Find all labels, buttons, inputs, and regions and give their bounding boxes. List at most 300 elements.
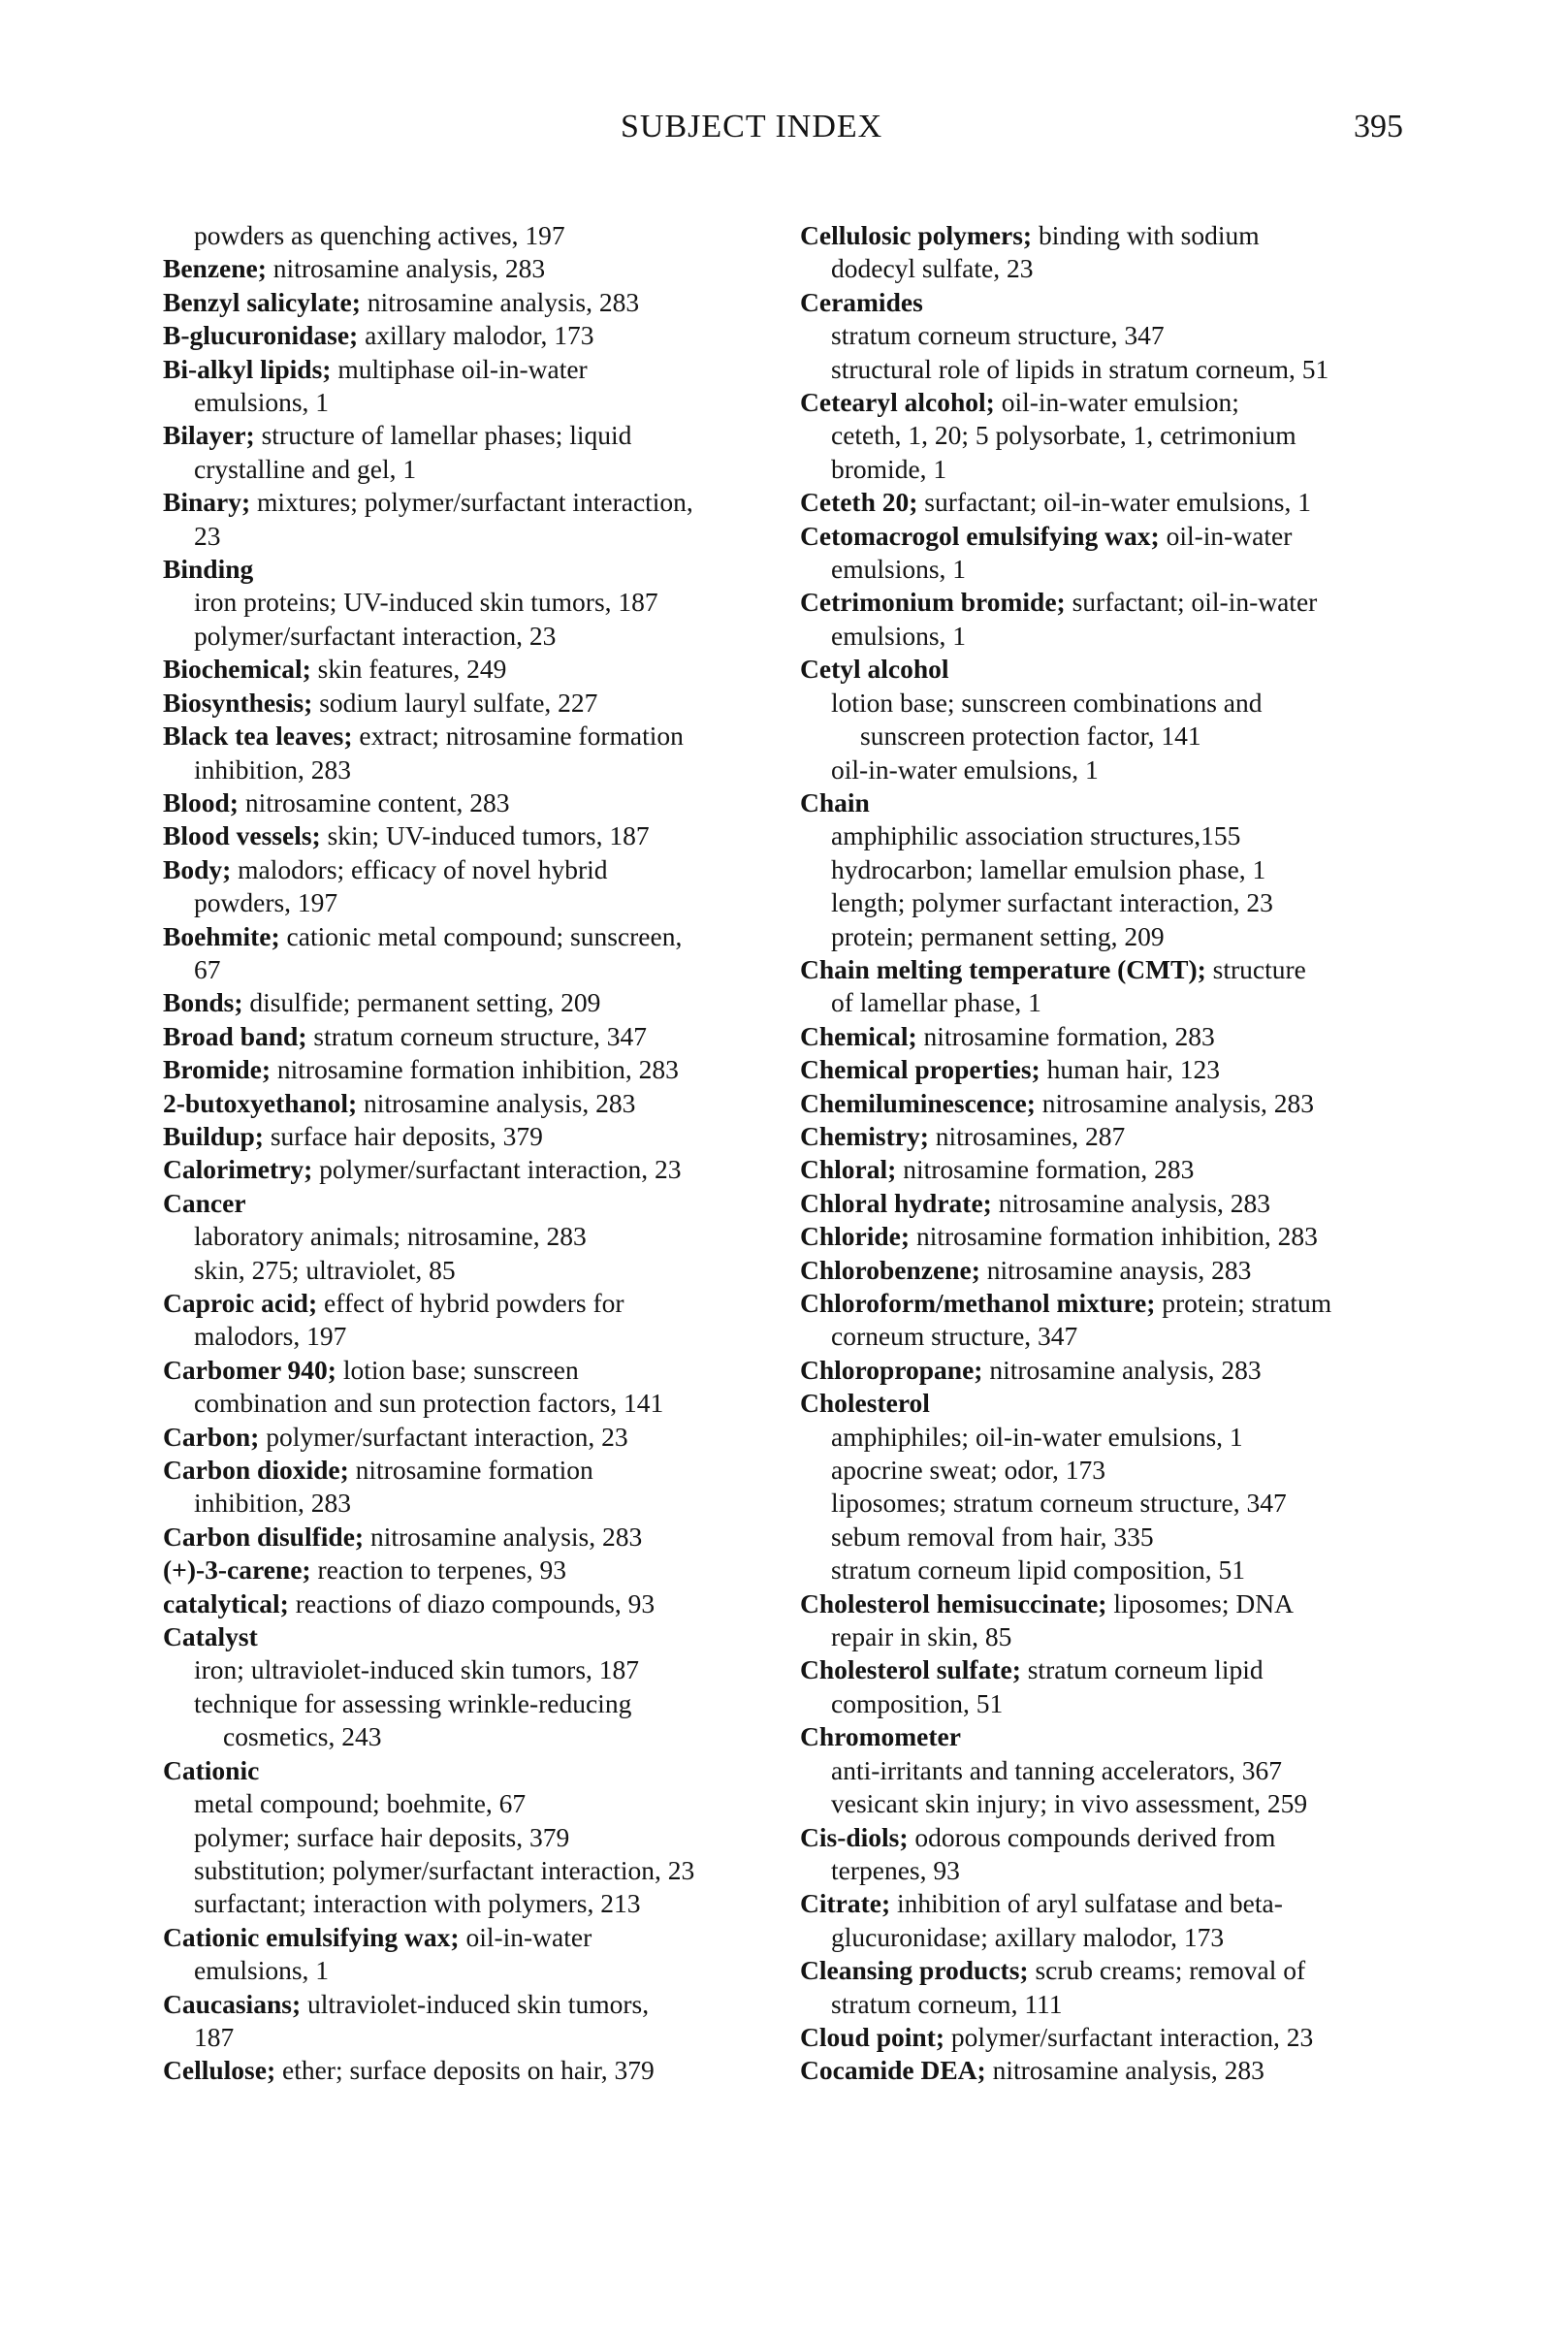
index-text: nitrosamine formation inhibition, 283: [910, 1221, 1318, 1252]
index-entry: [800, 2021, 1440, 2054]
index-entry: [163, 1521, 784, 1554]
index-entry-line: [163, 819, 784, 852]
index-entry: [800, 586, 1440, 653]
index-subentry-line: [800, 252, 1440, 285]
index-text: emulsions, 1: [831, 620, 967, 651]
index-text: oil-in-water: [459, 1921, 592, 1952]
index-text: inhibition, 283: [194, 753, 351, 785]
index-subentry-line: [163, 1854, 784, 1887]
index-subentry-line: [163, 753, 784, 786]
index-subentry-line: [163, 1687, 784, 1720]
index-entry: [163, 319, 784, 352]
index-text: nitrosamine analysis, 283: [982, 1354, 1262, 1385]
index-text: multiphase oil-in-water: [331, 353, 588, 384]
index-entry-line: [163, 419, 784, 452]
index-text: binding with sodium: [1032, 220, 1260, 250]
index-entry: [163, 1020, 784, 1053]
index-subentry-line: [800, 1421, 1440, 1454]
index-entry-line: [163, 1754, 784, 1787]
index-term: Chemical;: [800, 1020, 917, 1051]
index-entry-line: [800, 2054, 1440, 2087]
index-entry: [800, 1120, 1440, 1153]
index-text: malodors, 197: [194, 1321, 347, 1352]
index-subentry-line: [800, 1620, 1440, 1653]
index-term: Calorimetry;: [163, 1154, 313, 1185]
index-text: cationic metal compound; sunscreen,: [279, 920, 683, 951]
index-text: polymer/surfactant interaction, 23: [944, 2021, 1314, 2052]
index-entry-line: [800, 520, 1440, 553]
index-text: nitrosamine analysis, 283: [985, 2055, 1264, 2086]
index-entry: [163, 1120, 784, 1153]
index-subentry-line: [800, 419, 1440, 452]
index-entry: [800, 1354, 1440, 1387]
index-entry: [163, 653, 784, 686]
index-entry: [800, 520, 1440, 587]
index-entry: [163, 1587, 784, 1620]
index-term: Caproic acid;: [163, 1288, 318, 1318]
index-entry: [800, 286, 1440, 386]
index-text: protein; permanent setting, 209: [831, 920, 1165, 951]
index-text: surfactant; interaction with polymers, 213: [194, 1888, 641, 1919]
index-entry-line: [163, 486, 784, 519]
index-entry-line: [163, 1287, 784, 1320]
index-text: inhibition of aryl sulfatase and beta-: [890, 1888, 1283, 1919]
index-subentry-line: [163, 586, 784, 619]
index-entry-line: [800, 1387, 1440, 1420]
index-text: polymer/surfactant interaction, 23: [312, 1154, 682, 1185]
index-text: powders as quenching actives, 197: [194, 220, 565, 250]
index-subentry-line: [800, 886, 1440, 919]
index-subentry-line: [800, 319, 1440, 352]
index-entry: [163, 1053, 784, 1086]
index-entry-line: [800, 1821, 1440, 1854]
index-text: amphiphilic association structures,155: [831, 820, 1241, 851]
index-text: metal compound; boehmite, 67: [194, 1788, 527, 1819]
index-term: Carbon disulfide;: [163, 1521, 365, 1552]
index-text: anti-irritants and tanning accelerators, 367: [831, 1754, 1283, 1785]
index-entry-line: [800, 1053, 1440, 1086]
index-term: 2-butoxyethanol;: [163, 1087, 358, 1118]
index-text: nitrosamine analysis, 283: [360, 286, 640, 317]
index-text: nitrosamine formation inhibition, 283: [271, 1054, 679, 1085]
index-term: Bonds;: [163, 987, 243, 1018]
index-text: vesicant skin injury; in vivo assessment, 259: [831, 1788, 1308, 1819]
index-subentry-line: [163, 1387, 784, 1420]
index-text: nitrosamine anaysis, 283: [979, 1254, 1252, 1285]
index-entry: [800, 1720, 1440, 1820]
index-term: Chain: [800, 786, 870, 817]
index-entry: [163, 1754, 784, 1921]
index-text: mixtures; polymer/surfactant interaction,: [250, 487, 693, 518]
index-entry: [163, 219, 784, 252]
index-text: composition, 51: [831, 1687, 1004, 1718]
index-term: Cetearyl alcohol;: [800, 387, 995, 418]
index-entry: [800, 219, 1440, 286]
index-entry-line: [800, 1887, 1440, 1920]
index-entry-line: [163, 653, 784, 686]
index-term: Citrate;: [800, 1888, 891, 1919]
running-head: [0, 109, 1568, 147]
index-term: Chloroform/methanol mixture;: [800, 1288, 1156, 1318]
index-subentry-line: [800, 920, 1440, 953]
index-text: axillary malodor, 173: [358, 320, 594, 351]
index-entry: [800, 1954, 1440, 2021]
index-entry-line: [800, 1354, 1440, 1387]
index-term: Carbon;: [163, 1421, 260, 1452]
index-term: Chemistry;: [800, 1120, 929, 1151]
index-term: Cetyl alcohol: [800, 654, 949, 685]
index-subentry-line: [800, 687, 1440, 720]
index-text: of lamellar phase, 1: [831, 987, 1041, 1018]
index-entry-line: [163, 252, 784, 285]
index-text: nitrosamine analysis, 283: [364, 1521, 643, 1552]
index-entry-line: [163, 1187, 784, 1220]
index-text: surfactant; oil-in-water emulsions, 1: [917, 487, 1311, 518]
index-text: surface hair deposits, 379: [263, 1120, 543, 1151]
index-entry: [800, 653, 1440, 786]
index-text: cosmetics, 243: [223, 1721, 382, 1752]
index-entry: [163, 252, 784, 285]
index-text: sunscreen protection factor, 141: [860, 721, 1201, 752]
index-text: 67: [194, 953, 221, 984]
index-text: oil-in-water emulsion;: [994, 387, 1239, 418]
index-term: Chloral hydrate;: [800, 1187, 992, 1218]
index-entry-line: [163, 1020, 784, 1053]
index-entry: [163, 1153, 784, 1186]
index-term: Chloropropane;: [800, 1354, 983, 1385]
index-text: apocrine sweat; odor, 173: [831, 1455, 1105, 1486]
index-text: extract; nitrosamine formation: [352, 721, 684, 752]
index-text: effect of hybrid powders for: [317, 1288, 624, 1318]
index-text: skin; UV-induced tumors, 187: [320, 820, 650, 851]
index-text: polymer/surfactant interaction, 23: [194, 620, 557, 651]
index-text: oil-in-water emulsions, 1: [831, 753, 1099, 785]
index-text: nitrosamine formation, 283: [916, 1020, 1215, 1051]
index-term: (+)-3-carene;: [163, 1554, 311, 1586]
page-title: SUBJECT INDEX: [621, 109, 883, 144]
index-subentry-line: [163, 1720, 784, 1753]
index-term: Benzene;: [163, 253, 267, 284]
index-entry: [800, 386, 1440, 486]
index-entry: [163, 853, 784, 920]
index-text: iron; ultraviolet-induced skin tumors, 187: [194, 1654, 640, 1685]
index-term: Catalyst: [163, 1621, 258, 1652]
index-text: emulsions, 1: [194, 1955, 330, 1986]
index-term: Caucasians;: [163, 1988, 302, 2019]
index-subentry-line: [163, 1487, 784, 1520]
index-text: malodors; efficacy of novel hybrid: [231, 853, 608, 884]
index-term: Boehmite;: [163, 920, 280, 951]
index-entry: [163, 286, 784, 319]
index-entry-line: [163, 1554, 784, 1586]
index-entry-line: [800, 1153, 1440, 1186]
index-entry-line: [163, 1521, 784, 1554]
index-text: nitrosamine analysis, 283: [266, 253, 546, 284]
index-text: reaction to terpenes, 93: [310, 1554, 567, 1586]
index-text: technique for assessing wrinkle-reducing: [194, 1687, 632, 1718]
index-entry-line: [163, 319, 784, 352]
index-term: Cetrimonium bromide;: [800, 587, 1066, 618]
index-entry-line: [163, 553, 784, 586]
index-term: Bi-alkyl lipids;: [163, 353, 332, 384]
index-entry: [800, 1653, 1440, 1720]
index-subentry-line: [800, 353, 1440, 386]
index-text: terpenes, 93: [831, 1854, 960, 1885]
index-subentry-line: [800, 1320, 1440, 1353]
index-text: powders, 197: [194, 887, 338, 918]
index-term: B-glucuronidase;: [163, 320, 359, 351]
index-term: Cholesterol: [800, 1388, 930, 1419]
index-term: Cloud point;: [800, 2021, 945, 2052]
index-subentry-line: [800, 753, 1440, 786]
index-subentry-line: [163, 953, 784, 986]
index-subentry-line: [163, 1954, 784, 1987]
index-subentry-line: [163, 219, 784, 252]
index-entry-line: [800, 786, 1440, 819]
index-term: Cellulose;: [163, 2055, 276, 2086]
index-entry: [800, 486, 1440, 519]
index-entry-line: [800, 1254, 1440, 1287]
index-entry-line: [163, 920, 784, 953]
index-entry-line: [800, 1720, 1440, 1753]
index-entry: [163, 1354, 784, 1421]
index-entry-line: [800, 1087, 1440, 1120]
index-term: Cholesterol sulfate;: [800, 1654, 1021, 1685]
index-text: skin features, 249: [310, 654, 507, 685]
index-term: Blood;: [163, 786, 239, 817]
index-entry-line: [163, 1053, 784, 1086]
index-entry: [800, 1020, 1440, 1053]
index-term: Carbomer 940;: [163, 1354, 336, 1385]
index-entry: [163, 2054, 784, 2087]
index-term: catalytical;: [163, 1587, 289, 1618]
index-entry-line: [800, 386, 1440, 419]
index-text: crystalline and gel, 1: [194, 453, 417, 484]
index-text: sodium lauryl sulfate, 227: [312, 687, 598, 718]
index-subentry-line: [800, 720, 1440, 753]
index-term: Chlorobenzene;: [800, 1254, 980, 1285]
index-subentry-line: [800, 1754, 1440, 1787]
index-entry-line: [163, 1153, 784, 1186]
index-entry: [800, 1587, 1440, 1654]
index-subentry-line: [800, 1554, 1440, 1586]
index-entry: [800, 1087, 1440, 1120]
index-text: amphiphiles; oil-in-water emulsions, 1: [831, 1421, 1243, 1452]
index-text: stratum corneum, 111: [831, 1988, 1063, 2019]
index-text: corneum structure, 347: [831, 1321, 1078, 1352]
index-entry-line: [800, 1287, 1440, 1320]
index-term: Cellulosic polymers;: [800, 220, 1033, 250]
index-entry: [163, 486, 784, 553]
index-entry: [800, 2054, 1440, 2087]
index-term: Cholesterol hemisuccinate;: [800, 1587, 1107, 1618]
index-entry-line: [163, 1354, 784, 1387]
index-entry-line: [163, 720, 784, 753]
index-term: Biochemical;: [163, 654, 311, 685]
index-column-right: [800, 219, 1440, 2088]
index-term: Carbon dioxide;: [163, 1455, 349, 1486]
index-term: Chain melting temperature (CMT);: [800, 953, 1206, 984]
index-subentry-line: [800, 1921, 1440, 1954]
index-text: stratum corneum structure, 347: [306, 1020, 648, 1051]
index-text: iron proteins; UV-induced skin tumors, 187: [194, 587, 658, 618]
index-subentry-line: [163, 886, 784, 919]
index-term: Cationic: [163, 1754, 260, 1785]
index-entry-line: [800, 1587, 1440, 1620]
index-subentry-line: [163, 520, 784, 553]
index-text: polymer; surface hair deposits, 379: [194, 1821, 570, 1852]
index-term: Chemical properties;: [800, 1054, 1040, 1085]
index-text: dodecyl sulfate, 23: [831, 253, 1034, 284]
index-entry: [163, 786, 784, 819]
index-text: ceteth, 1, 20; 5 polysorbate, 1, cetrimonium: [831, 420, 1296, 451]
index-entry-line: [800, 486, 1440, 519]
index-entry: [163, 1287, 784, 1354]
index-subentry-line: [800, 1854, 1440, 1887]
index-subentry-line: [163, 1220, 784, 1253]
index-term: Cleansing products;: [800, 1955, 1029, 1986]
index-entry-line: [800, 286, 1440, 319]
page-number: 395: [1354, 109, 1403, 144]
index-text: substitution; polymer/surfactant interaction, 23: [194, 1854, 695, 1885]
index-text: nitrosamine analysis, 283: [991, 1187, 1271, 1218]
index-subentry-line: [800, 986, 1440, 1019]
index-term: Chemiluminescence;: [800, 1087, 1036, 1118]
index-text: bromide, 1: [831, 453, 947, 484]
index-entry: [800, 1887, 1440, 1954]
index-entry: [163, 986, 784, 1019]
index-term: Cetomacrogol emulsifying wax;: [800, 520, 1160, 551]
index-entry-line: [800, 1653, 1440, 1686]
index-subentry-line: [800, 1487, 1440, 1520]
index-subentry-line: [163, 2021, 784, 2054]
index-entry-line: [163, 853, 784, 886]
index-text: liposomes; stratum corneum structure, 347: [831, 1488, 1287, 1519]
index-subentry-line: [800, 1687, 1440, 1720]
index-term: Binding: [163, 554, 254, 585]
index-text: odorous compounds derived from: [908, 1821, 1276, 1852]
index-text: liposomes; DNA: [1106, 1587, 1294, 1618]
index-term: Benzyl salicylate;: [163, 286, 361, 317]
index-entry: [163, 920, 784, 987]
index-text: disulfide; permanent setting, 209: [242, 987, 601, 1018]
index-text: stratum corneum structure, 347: [831, 320, 1165, 351]
index-term: Broad band;: [163, 1020, 307, 1051]
index-entry: [163, 1988, 784, 2055]
index-entry: [163, 1421, 784, 1454]
index-text: inhibition, 283: [194, 1488, 351, 1519]
index-column-left: [163, 219, 784, 2088]
index-term: Cancer: [163, 1187, 246, 1218]
index-text: oil-in-water: [1159, 520, 1293, 551]
index-entry: [163, 819, 784, 852]
index-entry-line: [163, 1120, 784, 1153]
index-term: Binary;: [163, 487, 251, 518]
index-entry-line: [800, 1120, 1440, 1153]
index-entry: [800, 1187, 1440, 1220]
index-text: scrub creams; removal of: [1028, 1955, 1306, 1986]
index-term: Blood vessels;: [163, 820, 321, 851]
index-entry-line: [163, 1421, 784, 1454]
index-text: nitrosamine analysis, 283: [357, 1087, 636, 1118]
index-entry: [800, 1387, 1440, 1586]
index-text: 187: [194, 2021, 235, 2052]
index-text: emulsions, 1: [194, 387, 330, 418]
index-entry-line: [163, 286, 784, 319]
index-term: Chromometer: [800, 1721, 961, 1752]
index-text: repair in skin, 85: [831, 1621, 1012, 1652]
index-text: stratum corneum lipid: [1020, 1654, 1264, 1685]
index-subentry-line: [800, 853, 1440, 886]
index-subentry-line: [163, 386, 784, 419]
index-term: Cationic emulsifying wax;: [163, 1921, 460, 1952]
index-entry: [163, 353, 784, 420]
index-subentry-line: [163, 1787, 784, 1820]
index-entry-line: [163, 1087, 784, 1120]
index-entry-line: [800, 653, 1440, 686]
index-text: nitrosamine content, 283: [238, 786, 510, 817]
index-term: Buildup;: [163, 1120, 264, 1151]
index-term: Black tea leaves;: [163, 721, 353, 752]
index-entry-line: [163, 1454, 784, 1487]
index-text: human hair, 123: [1040, 1054, 1220, 1085]
index-text: skin, 275; ultraviolet, 85: [194, 1254, 456, 1285]
index-term: Biosynthesis;: [163, 687, 313, 718]
index-text: length; polymer surfactant interaction, 23: [831, 887, 1273, 918]
index-subentry-line: [800, 1454, 1440, 1487]
index-term: Chloride;: [800, 1221, 911, 1252]
index-subentry-line: [800, 819, 1440, 852]
index-entry: [163, 1921, 784, 1988]
index-text: glucuronidase; axillary malodor, 173: [831, 1921, 1225, 1952]
index-subentry-line: [163, 453, 784, 486]
index-text: sebum removal from hair, 335: [831, 1521, 1154, 1552]
index-entry-line: [800, 586, 1440, 619]
index-entry-line: [163, 1921, 784, 1954]
index-text: nitrosamine formation, 283: [896, 1154, 1195, 1185]
index-subentry-line: [163, 1887, 784, 1920]
index-entry: [163, 1454, 784, 1521]
index-text: reactions of diazo compounds, 93: [288, 1587, 656, 1618]
index-subentry-line: [163, 1821, 784, 1854]
index-entry: [163, 687, 784, 720]
index-entry: [163, 720, 784, 786]
index-subentry-line: [163, 1320, 784, 1353]
index-entry-line: [163, 1988, 784, 2021]
index-term: Bromide;: [163, 1054, 272, 1085]
index-text: lotion base; sunscreen combinations and: [831, 687, 1263, 718]
index-entry: [800, 1053, 1440, 1086]
index-subentry-line: [163, 1653, 784, 1686]
index-text: protein; stratum: [1155, 1288, 1332, 1318]
index-text: hydrocarbon; lamellar emulsion phase, 1: [831, 853, 1266, 884]
index-entry: [800, 786, 1440, 953]
index-entry-line: [163, 786, 784, 819]
index-entry: [800, 1821, 1440, 1888]
index-subentry-line: [163, 620, 784, 653]
index-entry: [800, 1220, 1440, 1253]
index-term: Cocamide DEA;: [800, 2055, 986, 2086]
index-entry-line: [163, 2054, 784, 2087]
index-entry: [163, 1554, 784, 1586]
index-entry-line: [163, 353, 784, 386]
index-entry-line: [163, 1620, 784, 1653]
index-term: Body;: [163, 853, 232, 884]
index-entry: [800, 1153, 1440, 1186]
index-text: structure: [1205, 953, 1306, 984]
index-subentry-line: [800, 1787, 1440, 1820]
index-entry-line: [800, 2021, 1440, 2054]
